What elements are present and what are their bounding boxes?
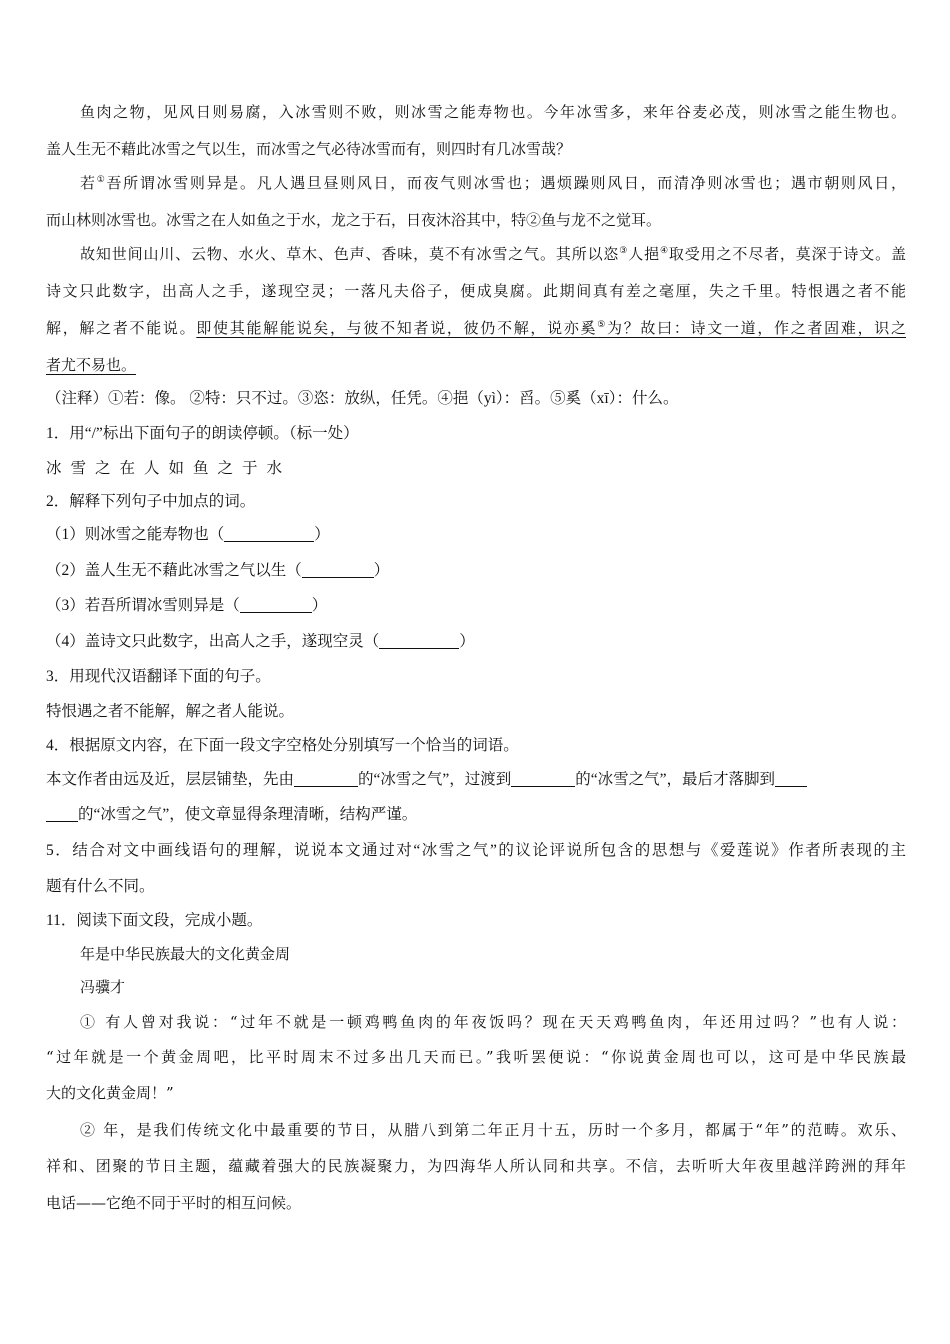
question-2-item-2	[46, 561, 906, 581]
q2-item-3-blank[interactable]	[240, 598, 312, 613]
annotation-notes: （注释）①若：像。 ②特：只不过。③恣：放纵，任凭。④挹（yì）：舀。⑤奚（xī）：什么。	[46, 390, 679, 407]
footnote-marker-5: ⑤	[597, 320, 608, 330]
underlined-text-a: 即使其能解能说矣，与彼不知者说，彼仍不解，说亦奚	[196, 319, 598, 337]
q4-text-c: 的“冰雪之气”，最后才落脚到	[575, 771, 776, 788]
question-2-item-3	[46, 596, 906, 616]
article-p2-line3: 电话——它绝不同于平时的相互问候。	[46, 1194, 302, 1212]
question-11-heading: 11．阅读下面文段，完成小题。	[46, 912, 263, 929]
q2-item-4-close: ）	[459, 633, 475, 650]
question-3-sentence: 特恨遇之者不能解，解之者人能说。	[46, 703, 295, 720]
q4-blank-3b[interactable]	[46, 807, 78, 822]
question-3-title: 3．用现代汉语翻译下面的句子。	[46, 668, 271, 685]
article-p1-line2: “过年就是一个黄金周吧，比平时周末不过多出几天而已。”我听罢便说：“你说黄金周也可以，这可是中华民族最	[46, 1048, 906, 1066]
passage-p3-line1-a: 故知世间山川、云物、水火、草木、色声、香味，莫不有冰雪之气。其所以恣	[80, 245, 620, 263]
q4-text-a: 本文作者由远及近，层层铺垫，先由	[46, 771, 295, 788]
passage-p1-line1: 鱼肉之物，见风日则易腐，入冰雪则不败，则冰雪之能寿物也。今年冰雪多，来年谷麦必茂，则冰雪之能生物也。	[80, 103, 906, 121]
footnote-marker-3: ③	[619, 246, 629, 256]
q4-text-b: 的“冰雪之气”，过渡到	[358, 771, 512, 788]
q4-text-d: 的“冰雪之气”，使文章显得条理清晰，结构严谨。	[78, 806, 418, 823]
underlined-sentence-part1	[196, 319, 906, 337]
article-p2-line2: 祥和、团聚的节日主题，蕴藏着强大的民族凝聚力，为四海华人所认同和共享。不信，去听听大年夜里越洋跨洲的拜年	[46, 1157, 906, 1175]
q2-item-4-blank[interactable]	[379, 634, 459, 649]
q2-item-1-close: ）	[314, 526, 330, 543]
q2-item-2-close: ）	[373, 562, 390, 579]
passage-p3-line3	[46, 318, 906, 338]
q2-item-4-text: （4）盖诗文只此数字，出高人之手，遂现空灵（	[46, 633, 380, 650]
question-5-line2: 题有什么不同。	[46, 878, 155, 895]
article-author: 冯骥才	[80, 978, 126, 996]
passage-p3-line1-b: 人挹	[628, 245, 660, 263]
q2-item-1-text: （1）则冰雪之能寿物也（	[46, 526, 225, 543]
passage-p2-line2: 而山林则冰雪也。冰雪之在人如鱼之于水，龙之于石，日夜沐浴其中，特②鱼与龙不之觉耳。	[46, 211, 662, 229]
question-1-title: 1．用“/”标出下面句子的朗读停顿。（标一处）	[46, 425, 359, 442]
q2-item-2-text: （2）盖人生无不藉此冰雪之气以生（	[46, 562, 302, 579]
passage-p3-line2: 诗文只此数字，出高人之手，遂现空灵；一落凡夫俗子，便成臭腐。此期间真有差之毫厘，失之千里。特恨遇之者不能	[46, 282, 906, 300]
underlined-sentence-part2: 者尤不易也。	[46, 356, 137, 374]
question-4-line1	[46, 770, 906, 790]
q4-blank-1[interactable]	[294, 772, 358, 787]
question-2-item-4	[46, 632, 906, 652]
article-p1-line3: 大的文化黄金周！”	[46, 1084, 174, 1102]
q4-blank-3a[interactable]	[775, 772, 807, 787]
q2-item-1-blank[interactable]	[224, 527, 314, 542]
question-5-line1: 5．结合对文中画线语句的理解，说说本文通过对“冰雪之气”的议论评说所包含的思想与《爱莲说》作者所表现的主	[46, 842, 906, 859]
q2-item-3-text: （3）若吾所谓冰雪则异是（	[46, 597, 240, 614]
question-2-item-1	[46, 525, 906, 545]
passage-p2-line1-b: 吾所谓冰雪则异是。凡人遇旦昼则风日，而夜气则冰雪也；遇烦躁则风日，而清净则冰雪也；遇市朝则风日，	[106, 174, 906, 192]
passage-p3-line3-a: 解，解之者不能说。	[46, 319, 197, 337]
passage-p3-line1	[80, 244, 906, 264]
underlined-text-b: 为？故曰：诗文一道，作之者固难，识之	[607, 319, 906, 337]
passage-p3-line4	[46, 355, 906, 375]
question-2-title: 2．解释下列句子中加点的词。	[46, 493, 256, 510]
question-4-title: 4．根据原文内容，在下面一段文字空格处分别填写一个恰当的词语。	[46, 737, 519, 754]
footnote-marker-1: ①	[96, 175, 107, 185]
q4-blank-2[interactable]	[511, 772, 575, 787]
passage-p1-line2: 盖人生无不藉此冰雪之气以生，而冰雪之气必待冰雪而有，则四时有几冰雪哉？	[46, 140, 572, 158]
passage-p2-line1-a: 若	[80, 174, 97, 192]
q2-item-3-close: ）	[311, 597, 328, 614]
footnote-marker-4: ④	[659, 246, 669, 256]
article-p2-line1: ② 年，是我们传统文化中最重要的节日，从腊八到第二年正月十五，历时一个多月，都属于“年”的范畴。欢乐、	[80, 1121, 906, 1139]
q2-item-2-blank[interactable]	[302, 563, 374, 578]
question-4-line2	[46, 805, 906, 825]
article-title: 年是中华民族最大的文化黄金周	[80, 945, 291, 963]
article-p1-line1: ① 有人曾对我说：“过年不就是一顿鸡鸭鱼肉的年夜饭吗？现在天天鸡鸭鱼肉，年还用过吗？”也有人说：	[80, 1013, 906, 1031]
question-1-sentence: 冰雪之在人如鱼之于水	[46, 460, 292, 477]
passage-p2-line1	[80, 173, 906, 193]
passage-p3-line1-c: 取受用之不尽者，莫深于诗文。盖	[668, 245, 906, 263]
